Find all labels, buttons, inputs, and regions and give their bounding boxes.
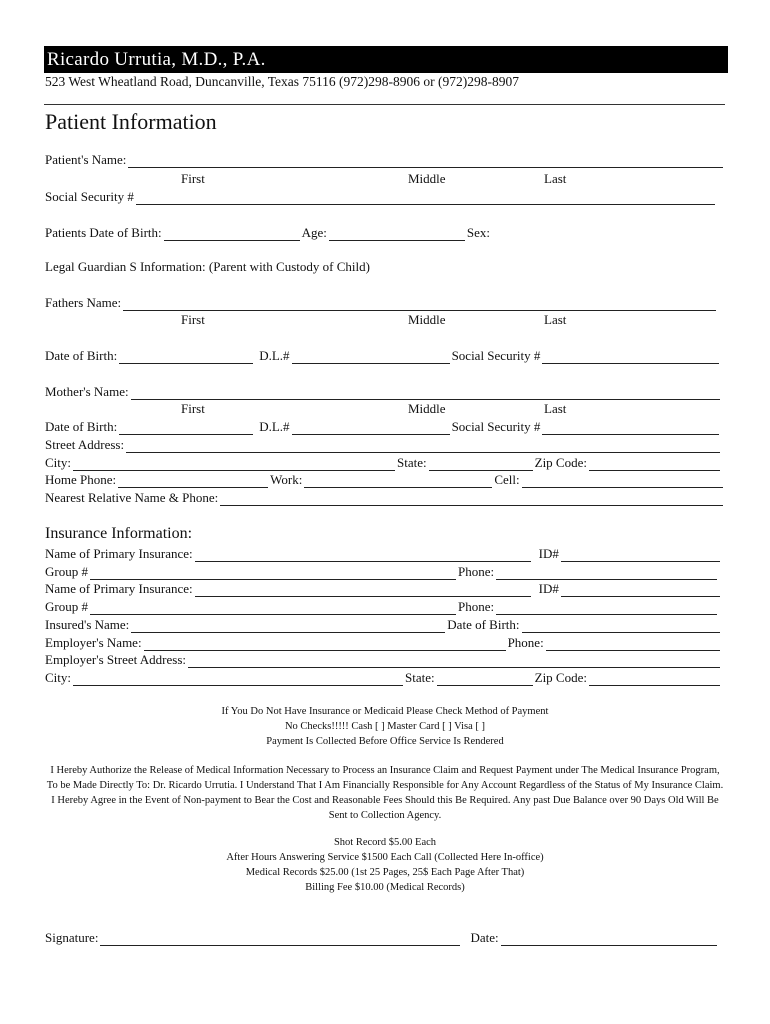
payment-line-3: Payment Is Collected Before Office Service Is Rendered [266,736,504,747]
employers-street-row [45,651,722,668]
father-last-caption: Last [544,312,567,327]
employers-street-label: Employer's Street Address: [45,652,186,667]
city-row [45,454,722,471]
primary-insurance-field-1[interactable] [195,547,531,562]
mother-dob-row [45,418,721,435]
street-address-field[interactable] [126,438,720,453]
father-dob-row [45,347,721,364]
practice-name: Ricardo Urrutia, M.D., P.A. [47,49,266,70]
fathers-name-row [45,294,718,311]
cell-field[interactable] [522,473,723,488]
insurance-state-label: State: [405,670,435,685]
mother-dob-field[interactable] [119,420,253,435]
group-row-1 [45,563,719,580]
mothers-name-row [45,383,722,400]
authorization-text: I Hereby Authorize the Release of Medical Information Necessary to Process an Insurance Claim and Request Payment under The Medical Insurance Program, To be Made Directly To: Dr. Ricardo Urrutia. I Understand That I Am Financially Responsible for Any Account Regardless of the Status of My Insurance Claim. I Hereby Agree in the Event of Non-payment to Bear the Cost and Reasonable Fees Should this Be Required. Any past Due Balance over 90 Days Old Will Be Sent to Collection Agency. [46,765,724,821]
group-field-1[interactable] [90,565,456,580]
employers-name-row [45,634,722,651]
primary-insurance-label-1: Name of Primary Insurance: [45,546,193,561]
mother-dl-label: D.L.# [259,419,290,434]
employers-name-label: Employer's Name: [45,635,142,650]
insureds-name-field[interactable] [131,618,445,633]
street-address-row [45,436,722,453]
fee-line-1: Shot Record $5.00 Each [333,837,437,848]
age-field[interactable] [329,226,465,241]
group-label-1: Group # [45,564,88,579]
employers-name-field[interactable] [144,636,506,651]
primary-insurance-row-1 [45,545,722,562]
insurance-zip-field[interactable] [589,671,720,686]
insurance-heading: Insurance Information: [45,525,193,542]
guardian-heading: Legal Guardian S Information: (Parent with Custody of Child) [45,259,370,274]
primary-insurance-row-2 [45,580,722,597]
payment-line-1: If You Do Not Have Insurance or Medicaid Please Check Method of Payment [221,706,549,717]
patients-name-row [45,151,725,168]
father-middle-caption: Middle [408,312,446,327]
mother-ssn-label: Social Security # [451,419,541,434]
mothers-name-field[interactable] [131,385,720,400]
insurance-id-label-2: ID# [538,581,559,596]
insureds-name-label: Insured's Name: [45,617,130,632]
nearest-relative-row [45,489,725,506]
dob-label: Patients Date of Birth: [45,225,162,240]
patients-name-field[interactable] [128,153,723,168]
father-dob-label: Date of Birth: [45,348,118,363]
insureds-name-row [45,616,722,633]
mother-dl-field[interactable] [292,420,450,435]
zip-field[interactable] [589,456,720,471]
nearest-relative-label: Nearest Relative Name & Phone: [45,490,219,505]
insurance-city-label: City: [45,670,72,685]
cell-label: Cell: [494,472,520,487]
sex-label: Sex: [466,225,491,240]
father-ssn-label: Social Security # [451,348,541,363]
patient-info-heading: Patient Information [45,109,217,134]
age-label: Age: [301,225,327,240]
patient-last-caption: Last [544,171,567,186]
father-dob-field[interactable] [119,349,253,364]
insurance-state-field[interactable] [437,671,533,686]
mother-dob-label: Date of Birth: [45,419,118,434]
group-phone-field-1[interactable] [496,565,717,580]
state-label: State: [397,455,427,470]
group-field-2[interactable] [90,600,456,615]
work-field[interactable] [304,473,492,488]
patient-middle-caption: Middle [408,171,446,186]
mothers-name-label: Mother's Name: [45,384,129,399]
fee-line-2: After Hours Answering Service $1500 Each Call (Collected Here In-office) [226,852,544,863]
group-row-2 [45,598,719,615]
insured-dob-field[interactable] [522,618,720,633]
street-address-label: Street Address: [45,437,125,452]
insurance-id-label-1: ID# [538,546,559,561]
ssn-row [45,188,717,205]
insurance-city-field[interactable] [73,671,403,686]
primary-insurance-label-2: Name of Primary Insurance: [45,581,193,596]
mother-ssn-field[interactable] [542,420,719,435]
date-field[interactable] [501,931,717,946]
patient-first-caption: First [181,171,205,186]
practice-address: 523 West Wheatland Road, Duncanville, Texas 75116 (972)298-8906 or (972)298-8907 [45,74,520,89]
nearest-relative-field[interactable] [220,491,723,506]
father-dl-field[interactable] [292,349,450,364]
employer-phone-field[interactable] [546,636,720,651]
fathers-name-field[interactable] [123,296,716,311]
group-phone-field-2[interactable] [496,600,717,615]
payment-block [45,704,725,749]
home-phone-field[interactable] [118,473,268,488]
insurance-id-field-1[interactable] [561,547,720,562]
practice-name-banner [44,46,728,73]
fathers-name-label: Fathers Name: [45,295,122,310]
father-ssn-field[interactable] [542,349,719,364]
mother-last-caption: Last [544,401,567,416]
header-divider [44,104,725,105]
primary-insurance-field-2[interactable] [195,582,531,597]
fee-line-3: Medical Records $25.00 (1st 25 Pages, 25$ Each Page After That) [245,867,525,878]
state-field[interactable] [429,456,533,471]
patients-name-label: Patient's Name: [45,152,127,167]
employer-phone-label: Phone: [507,635,544,650]
insurance-id-field-2[interactable] [561,582,720,597]
ssn-field[interactable] [136,190,715,205]
payment-line-2: No Checks!!!!! Cash [ ] Master Card [ ] Visa [ ] [284,721,486,732]
insurance-zip-label: Zip Code: [534,670,587,685]
ssn-label: Social Security # [45,189,134,204]
home-phone-label: Home Phone: [45,472,117,487]
city-field[interactable] [73,456,395,471]
signature-label: Signature: [45,930,99,945]
signature-field[interactable] [100,931,460,946]
insured-dob-label: Date of Birth: [447,617,520,632]
fee-line-4: Billing Fee $10.00 (Medical Records) [305,882,465,893]
mother-middle-caption: Middle [408,401,446,416]
mother-first-caption: First [181,401,205,416]
zip-label: Zip Code: [534,455,587,470]
signature-row [45,929,719,946]
phone-row [45,471,725,488]
fees-block [45,835,725,895]
dob-row [45,224,505,241]
group-phone-label-2: Phone: [457,599,495,614]
group-label-2: Group # [45,599,88,614]
father-first-caption: First [181,312,205,327]
insurance-city-row [45,669,722,686]
employers-street-field[interactable] [188,653,720,668]
date-label: Date: [470,930,499,945]
work-label: Work: [270,472,303,487]
dob-field[interactable] [164,226,300,241]
group-phone-label-1: Phone: [457,564,495,579]
city-label: City: [45,455,72,470]
father-dl-label: D.L.# [259,348,290,363]
